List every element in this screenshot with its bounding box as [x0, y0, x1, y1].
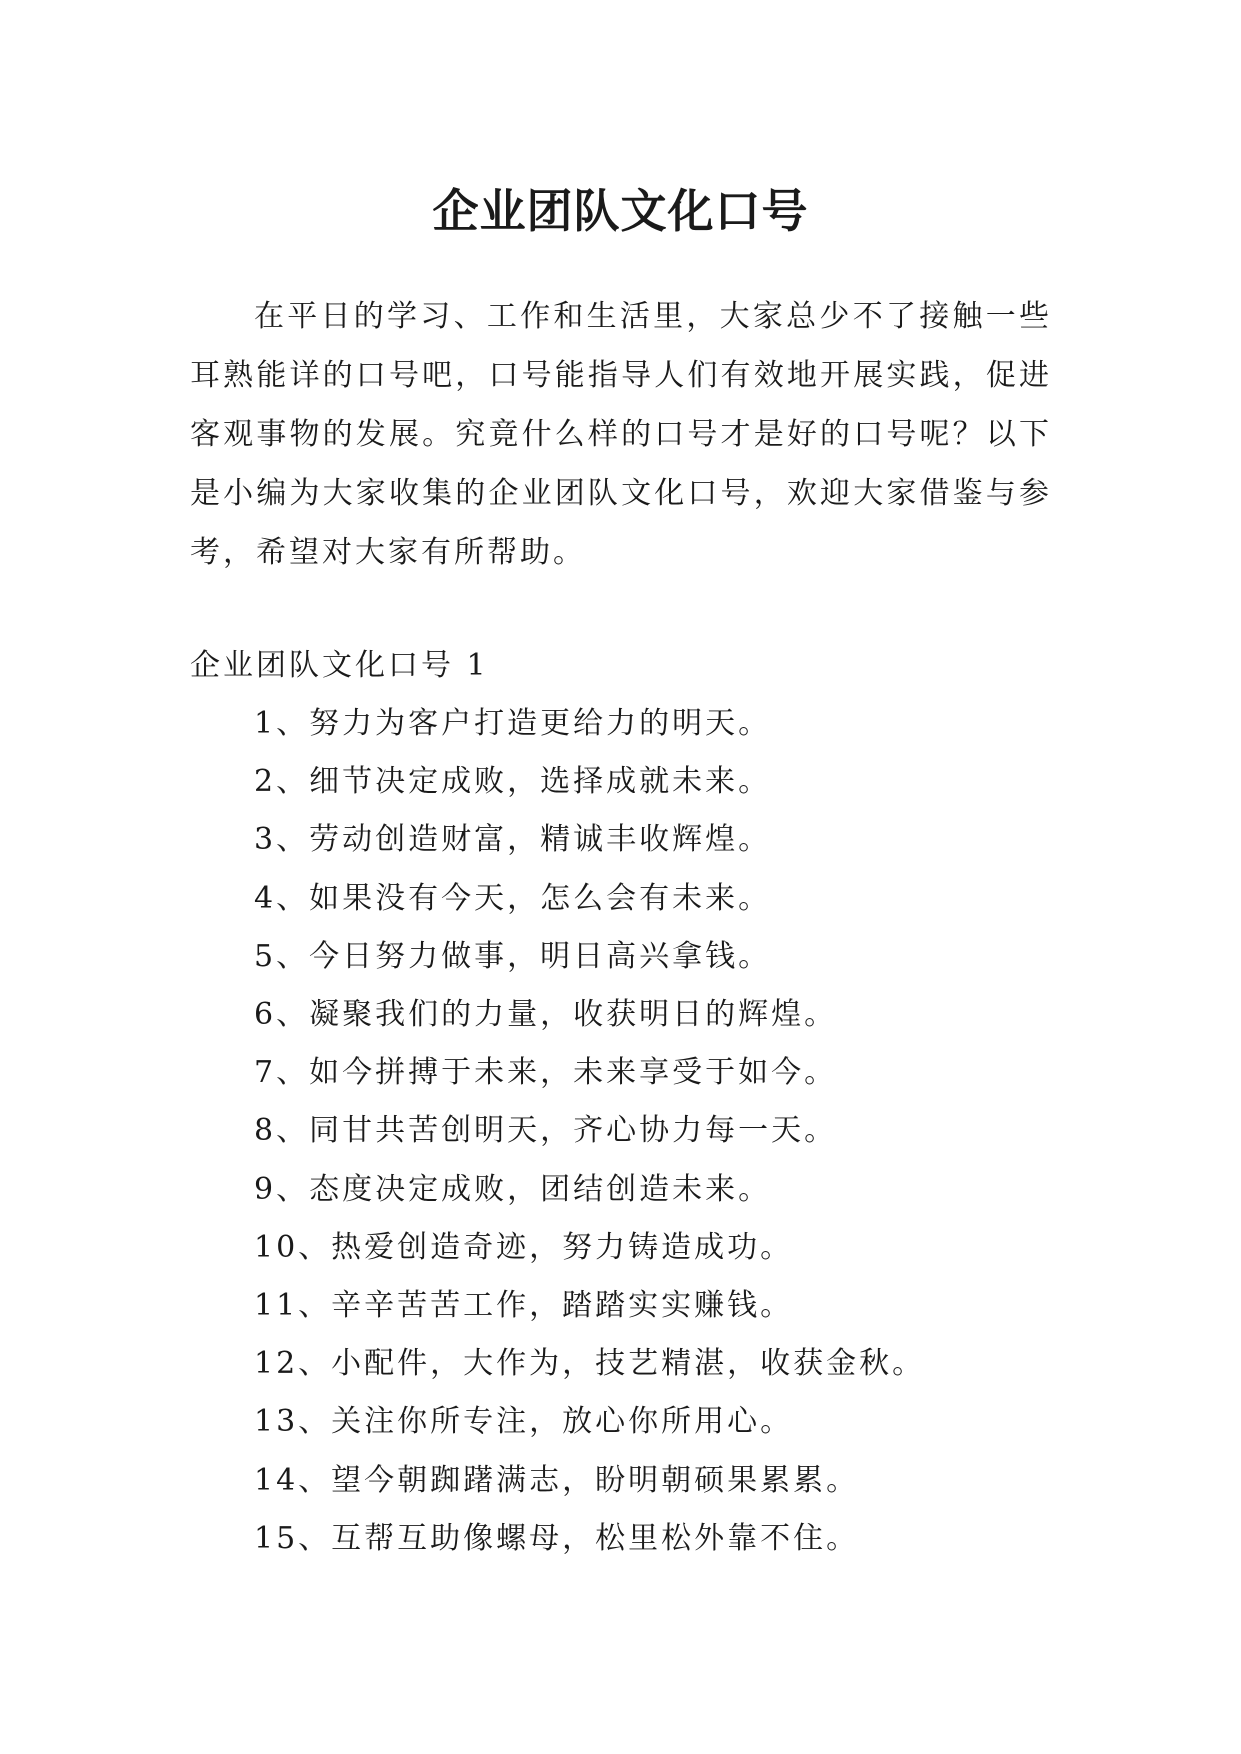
slogan-item: 6、凝聚我们的力量，收获明日的辉煌。: [254, 997, 838, 1033]
slogan-item: 9、态度决定成败，团结创造未来。: [254, 1171, 772, 1207]
slogan-item: 1、努力为客户打造更给力的明天。: [254, 706, 772, 741]
document-title: 企业团队文化口号: [432, 183, 809, 238]
slogan-item: 11、辛辛苦苦工作，踏踏实实赚钱。: [254, 1288, 794, 1324]
slogan-item: 8、同甘共苦创明天，齐心协力每一天。: [254, 1113, 838, 1149]
slogan-item: 15、互帮互助像螺母，松里松外靠不住。: [254, 1520, 860, 1556]
slogan-item: 13、关注你所专注，放心你所用心。: [254, 1404, 794, 1440]
slogan-item: 10、热爱创造奇迹，努力铸造成功。: [254, 1229, 794, 1265]
slogan-list: [254, 695, 925, 1568]
slogan-item: 12、小配件，大作为，技艺精湛，收获金秋。: [254, 1346, 926, 1382]
slogan-item: 5、今日努力做事，明日高兴拿钱。: [254, 938, 772, 974]
intro-paragraph: 在平日的学习、工作和生活里，大家总少不了接触一些耳熟能详的口号吧，口号能指导人们有效地开展实践，促进客观事物的发展。究竟什么样的口号才是好的口号呢？以下是小编为大家收集的企业团队文化口号，欢迎大家借鉴与参考，希望对大家有所帮助。: [190, 299, 1052, 570]
section-heading: 企业团队文化口号 1: [190, 648, 489, 683]
slogan-item: 4、如果没有今天，怎么会有未来。: [254, 880, 772, 916]
slogan-item: 14、望今朝踟躇满志，盼明朝硕果累累。: [254, 1462, 860, 1498]
slogan-item: 3、劳动创造财富，精诚丰收辉煌。: [254, 822, 772, 858]
slogan-item: 2、细节决定成败，选择成就未来。: [254, 764, 772, 800]
slogan-item: 7、如今拼搏于未来，未来享受于如今。: [254, 1055, 838, 1091]
